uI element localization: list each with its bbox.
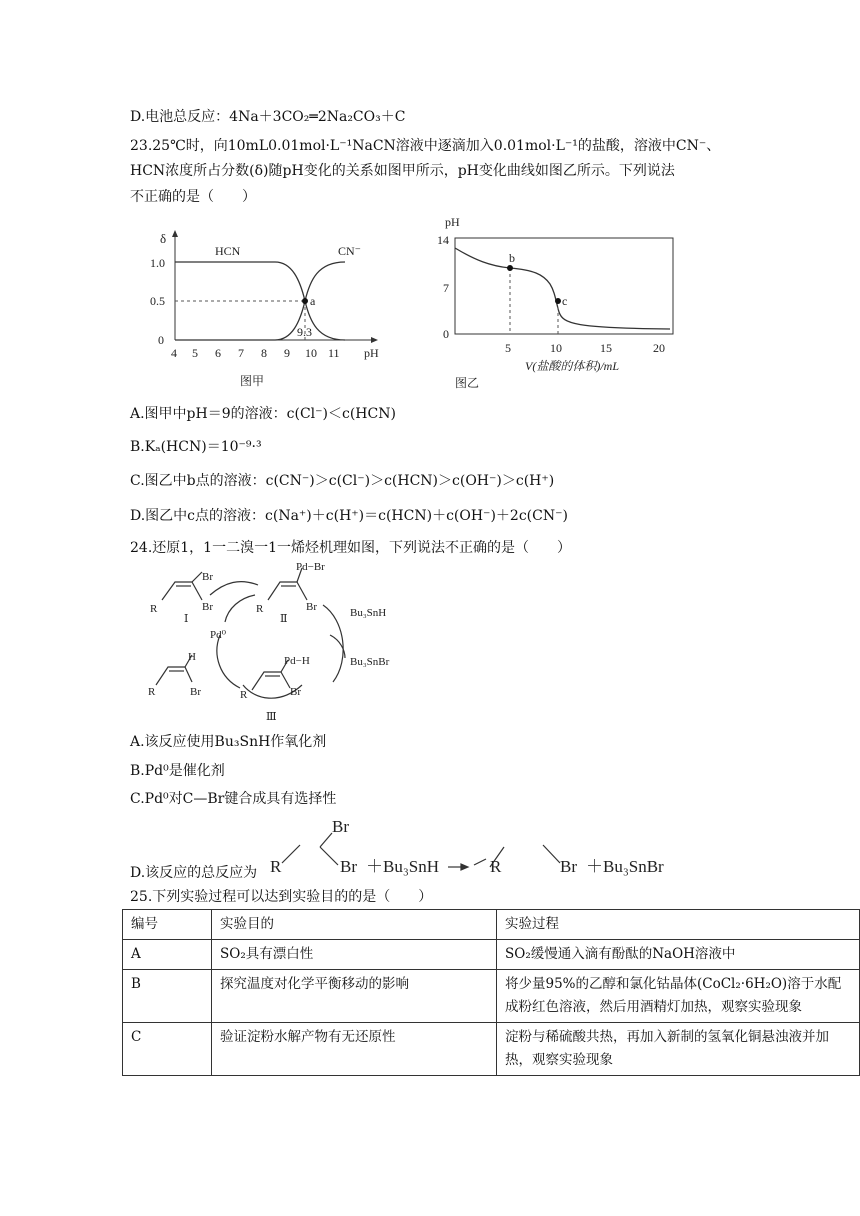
svg-text:R: R (148, 686, 156, 698)
chart-jia-caption: 图甲 (240, 374, 265, 388)
svg-text:R: R (256, 603, 264, 615)
svg-text:R: R (150, 603, 158, 615)
svg-text:11: 11 (328, 346, 340, 360)
svg-text:4: 4 (171, 346, 177, 360)
chart-jia-ytick-0: 0 (158, 333, 164, 347)
mechanism-diagram (140, 560, 410, 730)
svg-text:Bu₃SnH: Bu₃SnH (350, 607, 387, 619)
svg-text:Pd−H: Pd−H (284, 655, 310, 667)
svg-text:7: 7 (238, 346, 244, 360)
option-24c: C.Pd⁰对C—Br键合成具有选择性 (130, 791, 337, 807)
point-b (507, 265, 513, 271)
question-23-line2: HCN浓度所占分数(δ)随pH变化的关系如图甲所示，pH变化曲线如图乙所示。下列说法 (130, 163, 675, 179)
svg-text:7: 7 (443, 281, 449, 295)
option-23b: B.Kₐ(HCN)＝10⁻⁹·³ (130, 439, 262, 455)
table-header: 实验目的 (212, 910, 497, 940)
chart-yi-xlabel: V(盐酸的体积)/mL (525, 359, 619, 373)
svg-text:5: 5 (505, 341, 511, 355)
experiment-table (122, 909, 860, 1076)
overall-reaction (268, 815, 688, 885)
svg-text:20: 20 (653, 341, 665, 355)
question-24: 24.还原1，1一二溴一1一烯烃机理如图，下列说法不正确的是（ ） (130, 540, 571, 556)
chart-yi-ylabel: pH (445, 215, 460, 229)
table-header: 实验过程 (497, 910, 860, 940)
option-23c: C.图乙中b点的溶液：c(CN⁻)＞c(Cl⁻)＞c(HCN)＞c(OH⁻)＞c(H⁺) (130, 473, 555, 489)
svg-text:Br: Br (560, 857, 577, 876)
table-row: B 探究温度对化学平衡移动的影响 将少量95%的乙醇和氯化钴晶体(CoCl₂·6H₂O)溶于水配成粉红色溶液，然后用酒精灯加热，观察实验现象 (123, 970, 860, 1023)
option-23d: D.图乙中c点的溶液：c(Na⁺)＋c(H⁺)＝c(HCN)＋c(OH⁻)＋2c(CN⁻) (130, 508, 568, 524)
question-23-line3: 不正确的是（ ） (130, 189, 256, 205)
table-row: C 验证淀粉水解产物有无还原性 淀粉与稀硫酸共热，再加入新制的氢氧化铜悬浊液并加热，观察实验现象 (123, 1023, 860, 1076)
svg-text:＋Bu₃SnH: ＋Bu₃SnH (366, 857, 439, 876)
option-d-battery: D.电池总反应：4Na＋3CO₂═2Na₂CO₃＋C (130, 109, 406, 125)
svg-text:Br: Br (202, 571, 213, 583)
svg-text:Ⅱ: Ⅱ (280, 613, 288, 625)
option-23a: A.图甲中pH＝9的溶液：c(Cl⁻)＜c(HCN) (130, 406, 396, 422)
svg-text:Br: Br (202, 601, 213, 613)
svg-text:Ⅰ: Ⅰ (184, 613, 189, 625)
table-header-row (123, 910, 860, 940)
option-24a: A.该反应使用Bu₃SnH作氧化剂 (130, 734, 327, 750)
svg-text:R: R (240, 689, 248, 701)
legend-hcn: HCN (215, 244, 241, 258)
point-c-label: c (562, 294, 568, 308)
chart-jia-ytick-1: 1.0 (150, 256, 165, 270)
svg-text:Br: Br (290, 686, 301, 698)
point-a (302, 298, 308, 304)
option-24b: B.Pd⁰是催化剂 (130, 763, 225, 779)
chart-yi-caption: 图乙 (455, 376, 480, 390)
svg-text:Pd⁰: Pd⁰ (210, 629, 227, 641)
chart-jia-ytick-0.5: 0.5 (150, 294, 165, 308)
svg-text:Ⅲ: Ⅲ (266, 711, 277, 723)
table-header: 编号 (123, 910, 212, 940)
svg-text:10: 10 (305, 346, 317, 360)
svg-text:R: R (270, 857, 282, 876)
chart-yi (425, 212, 685, 394)
svg-text:14: 14 (437, 233, 449, 247)
svg-text:Br: Br (332, 817, 349, 836)
point-a-label: a (310, 294, 316, 308)
question-25: 25.下列实验过程可以达到实验目的的是（ ） (130, 889, 433, 905)
svg-text:Bu₃SnBr: Bu₃SnBr (350, 656, 390, 668)
svg-text:H: H (188, 651, 196, 663)
question-23-line1: 23.25℃时，向10mL0.01mol·L⁻¹NaCN溶液中逐滴加入0.01mol·L⁻¹的盐酸，溶液中CN⁻、 (130, 138, 721, 154)
point-b-label: b (509, 251, 515, 265)
svg-text:Br: Br (340, 857, 357, 876)
svg-text:＋Bu₃SnBr: ＋Bu₃SnBr (586, 857, 664, 876)
svg-text:0: 0 (443, 327, 449, 341)
svg-text:Br: Br (306, 601, 317, 613)
svg-text:8: 8 (261, 346, 267, 360)
svg-text:15: 15 (600, 341, 612, 355)
ph-curve (455, 248, 670, 329)
svg-text:6: 6 (215, 346, 221, 360)
svg-text:R: R (490, 857, 502, 876)
svg-text:Br: Br (190, 686, 201, 698)
svg-text:10: 10 (550, 341, 562, 355)
table-row: A SO₂具有漂白性 SO₂缓慢通入滴有酚酞的NaOH溶液中 (123, 940, 860, 970)
point-a-x: 9.3 (297, 325, 312, 339)
chart-jia (140, 225, 390, 395)
svg-text:9: 9 (284, 346, 290, 360)
option-24d: D.该反应的总反应为 (130, 865, 258, 881)
svg-text:Pd−Br: Pd−Br (296, 561, 325, 573)
legend-cn: CN⁻ (338, 244, 362, 258)
chart-jia-ylabel: δ (160, 231, 167, 246)
svg-text:5: 5 (192, 346, 198, 360)
chart-jia-xlabel: pH (364, 346, 379, 360)
point-c (555, 298, 561, 304)
